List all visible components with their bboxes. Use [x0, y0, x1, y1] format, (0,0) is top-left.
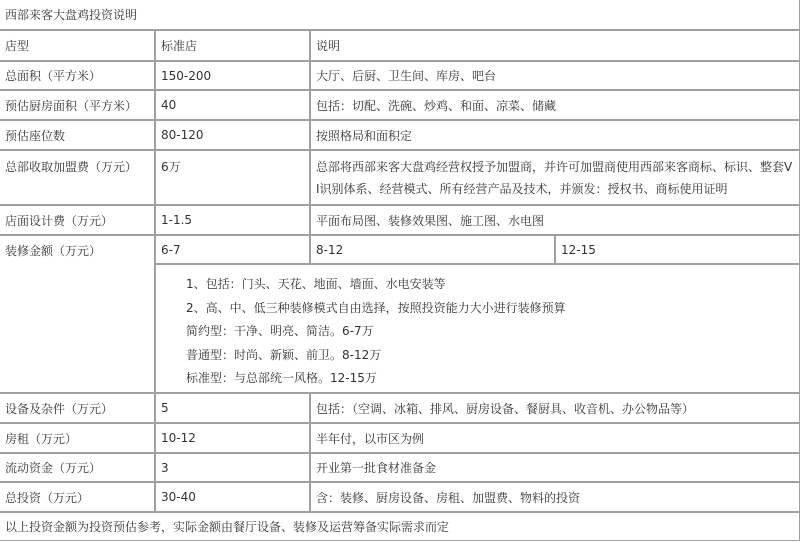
decoration-details-list: [156, 265, 799, 391]
row-total-value: 30-40: [155, 482, 310, 512]
row-rent-label: 房租（万元）: [0, 423, 155, 453]
row-seats-label: 预估座位数: [0, 120, 155, 150]
row-seats-value: 80-120: [155, 120, 310, 150]
row-kitchen-value: 40: [155, 90, 310, 120]
row-area-label: 总面积（平方米）: [0, 61, 155, 90]
list-item: 简约型：干净、明亮、简洁。6-7万: [186, 324, 374, 338]
row-rent-value: 10-12: [155, 423, 310, 453]
list-item: 1、包括：门头、天花、地面、墙面、水电安装等: [186, 277, 446, 291]
row-area-value: 150-200: [155, 61, 310, 90]
header-description: 说明: [310, 30, 800, 61]
row-decoration-details: [155, 264, 800, 393]
row-decoration-tier3: 12-15: [555, 235, 800, 264]
row-kitchen-label: 预估厨房面积（平方米）: [0, 90, 155, 120]
row-area-note: 大厅、后厨、卫生间、库房、吧台: [310, 61, 800, 90]
table-title: 西部来客大盘鸡投资说明: [0, 0, 800, 30]
row-fee-note: 总部将西部来客大盘鸡经营权授予加盟商，并许可加盟商使用西部来客商标、标识、整套VI识别体系、经营模式、所有经营产品及技术，并颁发：授权书、商标使用证明: [310, 150, 800, 205]
header-standard-store: 标准店: [155, 30, 310, 61]
row-design-label: 店面设计费（万元）: [0, 205, 155, 235]
header-store-type: 店型: [0, 30, 155, 61]
row-total-label: 总投资（万元）: [0, 482, 155, 512]
list-item: 标准型：与总部统一风格。12-15万: [186, 371, 377, 385]
list-item: 普通型：时尚、新颖、前卫。8-12万: [186, 347, 382, 362]
row-decoration-label: 装修金额（万元）: [0, 235, 155, 393]
row-working-label: 流动资金（万元）: [0, 453, 155, 482]
row-total-note: 含：装修、厨房设备、房租、加盟费、物料的投资: [310, 482, 800, 512]
row-design-note: 平面布局图、装修效果图、施工图、水电图: [310, 205, 800, 235]
row-fee-value: 6万: [155, 150, 310, 205]
row-fee-label: 总部收取加盟费（万元）: [0, 150, 155, 205]
list-item: 2、高、中、低三种装修模式自由选择，按照投资能力大小进行装修预算: [186, 300, 566, 315]
row-equipment-value: 5: [155, 393, 310, 423]
row-working-note: 开业第一批食材准备金: [310, 453, 800, 482]
row-rent-note: 半年付，以市区为例: [310, 423, 800, 453]
row-decoration-tier1: 6-7: [155, 235, 310, 264]
table-footer-note: 以上投资金额为投资预估参考，实际金额由餐厅设备、装修及运营筹备实际需求而定: [0, 512, 800, 541]
row-equipment-label: 设备及杂件（万元）: [0, 393, 155, 423]
row-equipment-note: 包括：（空调、冰箱、排风、厨房设备、餐厨具、收音机、办公物品等）: [310, 393, 800, 423]
row-kitchen-note: 包括：切配、洗碗、炒鸡、和面、凉菜、储藏: [310, 90, 800, 120]
row-design-value: 1-1.5: [155, 205, 310, 235]
row-working-value: 3: [155, 453, 310, 482]
row-seats-note: 按照格局和面积定: [310, 120, 800, 150]
row-decoration-tier2: 8-12: [310, 235, 555, 264]
